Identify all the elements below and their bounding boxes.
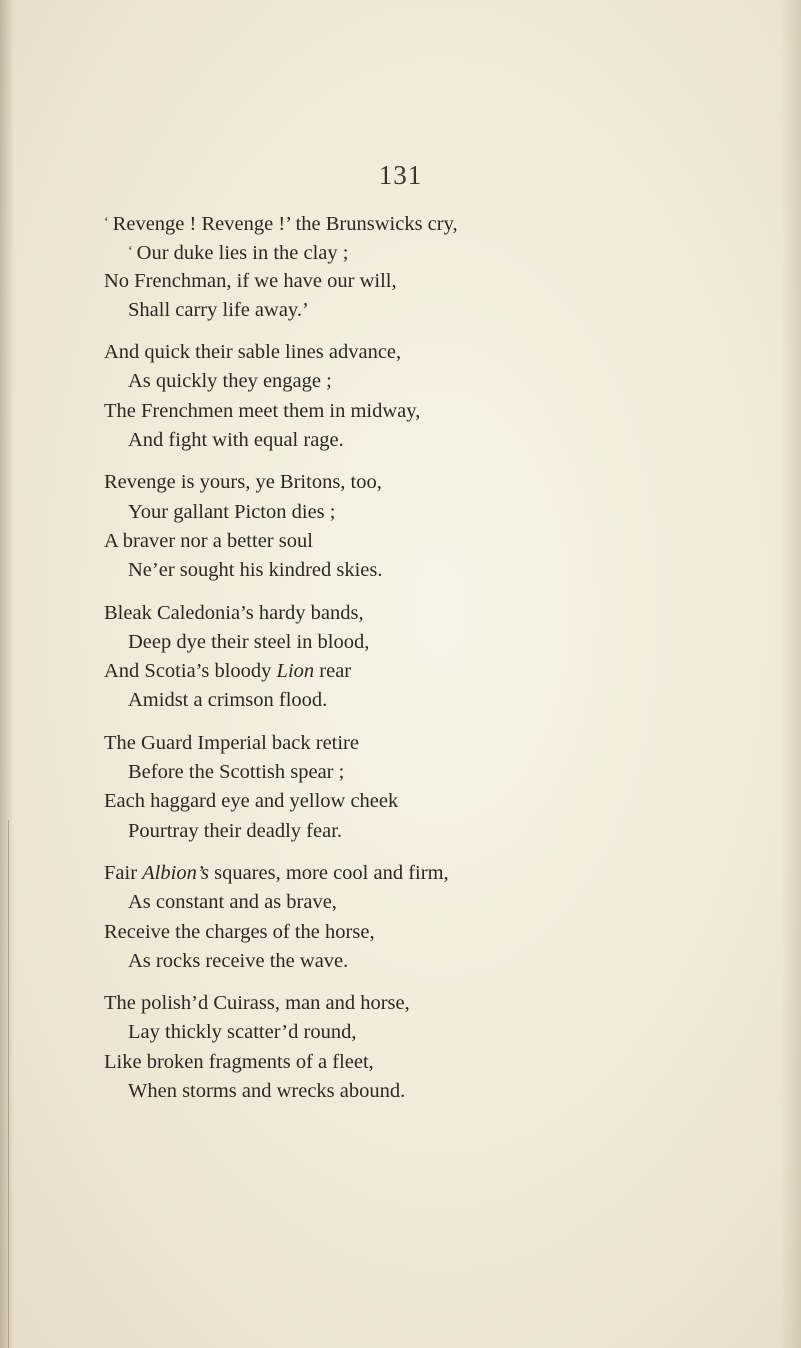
poem-line — [104, 947, 794, 976]
line-text: And quick their sable lines advance, — [104, 341, 402, 364]
line-text: Each haggard eye and yellow cheek — [104, 790, 399, 813]
line-text: Your gallant Picton dies ; — [128, 500, 336, 523]
line-text: Bleak Caledonia’s hardy bands, — [104, 601, 364, 624]
line-text: Our duke lies in the clay ; — [136, 242, 349, 265]
line-text: Pourtray their deadly fear. — [128, 819, 343, 842]
poem-line — [104, 1077, 794, 1106]
poem-line — [104, 468, 794, 497]
line-text: And fight with equal rage. — [128, 429, 344, 452]
line-text: Like broken fragments of a fleet, — [104, 1050, 374, 1073]
poem-line — [104, 527, 794, 556]
poem-body — [104, 208, 794, 1119]
line-text: As rocks receive the wave. — [128, 949, 349, 972]
line-text: Deep dye their steel in blood, — [128, 630, 370, 653]
poem-line — [104, 758, 794, 787]
line-text: Amidst a crimson flood. — [128, 689, 328, 712]
line-text: Ne’er sought his kindred skies. — [128, 559, 383, 582]
line-text: Receive the charges of the horse, — [104, 920, 375, 943]
poem-line — [104, 628, 794, 657]
poem-line — [104, 918, 794, 947]
italic-word: Lion — [276, 660, 315, 683]
poem-line — [104, 426, 794, 455]
poem-line — [104, 498, 794, 527]
poem-line — [104, 599, 794, 628]
line-text: The polish’d Cuirass, man and horse, — [104, 992, 410, 1015]
poem-line — [104, 729, 794, 758]
stanza — [104, 468, 794, 585]
line-text: The Frenchmen meet them in midway, — [104, 399, 421, 422]
line-text: When storms and wrecks abound. — [128, 1080, 406, 1103]
poem-line — [104, 338, 794, 367]
line-text: As quickly they engage ; — [128, 370, 332, 393]
poem-line — [104, 397, 794, 426]
poem-line — [104, 888, 794, 917]
stanza — [104, 989, 794, 1106]
stanza — [104, 599, 794, 716]
poem-line — [104, 208, 794, 237]
poem-line — [104, 1048, 794, 1077]
poem-line — [104, 296, 794, 325]
stanza — [104, 859, 794, 976]
page-gutter-shadow — [0, 0, 14, 1348]
poem-line — [104, 1018, 794, 1047]
poem-line — [104, 686, 794, 715]
italic-word: Albion’s — [142, 861, 209, 884]
poem-line — [104, 556, 794, 585]
page-number: 131 — [378, 160, 423, 190]
line-text: A braver nor a better soul — [104, 529, 313, 552]
line-text: Shall carry life away.’ — [128, 298, 309, 321]
line-text: Before the Scottish spear ; — [128, 761, 345, 784]
line-text: As constant and as brave, — [128, 891, 337, 914]
poem-line — [104, 989, 794, 1018]
line-text: Lay thickly scatter’d round, — [128, 1021, 357, 1044]
poem-line — [104, 817, 794, 846]
line-text: Revenge ! Revenge !’ the Brunswicks cry, — [112, 213, 458, 235]
line-text: The Guard Imperial back retire — [104, 731, 359, 754]
stanza — [104, 208, 794, 325]
poem-line — [104, 859, 794, 888]
poem-line — [104, 367, 794, 396]
quote-mark: ‘ — [104, 215, 109, 230]
poem-line — [104, 657, 794, 686]
poem-line — [104, 267, 794, 296]
line-text: Revenge is yours, ye Britons, too, — [104, 471, 382, 494]
line-text: rear — [314, 660, 352, 683]
line-text: Fair — [104, 861, 143, 884]
poem-line — [104, 787, 794, 816]
line-text: And Scotia’s bloody — [104, 660, 277, 683]
line-text: squares, more cool and firm, — [208, 861, 449, 884]
gutter-crease — [8, 820, 9, 1348]
quote-mark: ‘ — [128, 244, 133, 260]
poem-line — [104, 237, 794, 266]
stanza — [104, 338, 794, 455]
stanza — [104, 729, 794, 846]
line-text: No Frenchman, if we have our will, — [104, 269, 397, 292]
